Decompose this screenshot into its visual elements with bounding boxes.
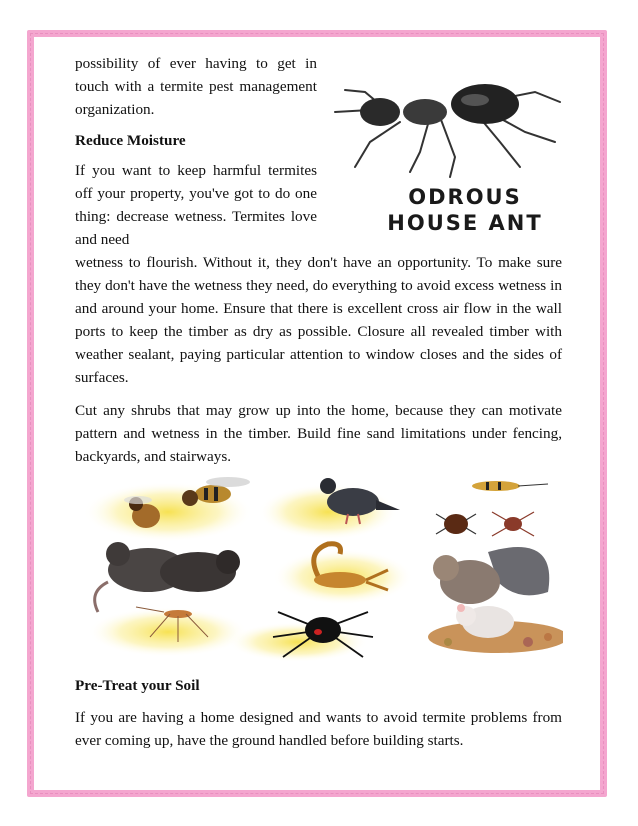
squirrel-icon	[433, 547, 549, 604]
ant-caption-line2: HOUSE ANT	[387, 211, 543, 235]
rats-icon	[95, 542, 240, 612]
paragraph-pretreat: If you are having a home designed and wants to avoid termite problems from ever coming up, have the ground handled before building starts.	[75, 709, 562, 749]
pest-collage-image	[78, 472, 563, 662]
heading-pretreat: Pre-Treat your Soil	[75, 677, 200, 694]
mouse-icon	[428, 604, 563, 653]
pretreat-section	[75, 676, 562, 752]
paragraph-moisture: wetness to flourish. Without it, they don't have an opportunity. To make sure they don't have the wetness they need, do everything to avoid excess wetness in and around your home. Ensure that there is excellent cross air flow in the wall ports to keep the timber as dry as possible. Closure all revealed timber with weather sealant, paying particular attention to window closes and the sides of surfaces.	[75, 254, 562, 386]
yellowjacket-icon	[472, 481, 548, 491]
small-spider-icon	[492, 512, 534, 536]
document-body	[75, 52, 562, 468]
paragraph-top: possibility of ever having to get in touch with a termite pest management organization.	[75, 55, 317, 118]
paragraph-moisture-wrap: If you want to keep harmful termites off your property, you've got to do one thing: decrease wetness. Termites love and need	[75, 162, 317, 248]
ant-caption-line1: ODROUS	[408, 185, 522, 209]
tick-icon	[436, 514, 476, 534]
paragraph-shrubs: Cut any shrubs that may grow up into the home, because they can motivate pattern and wetness in the timber. Build fine sand limitations under fencing, backyards, and stairways.	[75, 402, 562, 465]
heading-reduce-moisture: Reduce Moisture	[75, 132, 186, 149]
